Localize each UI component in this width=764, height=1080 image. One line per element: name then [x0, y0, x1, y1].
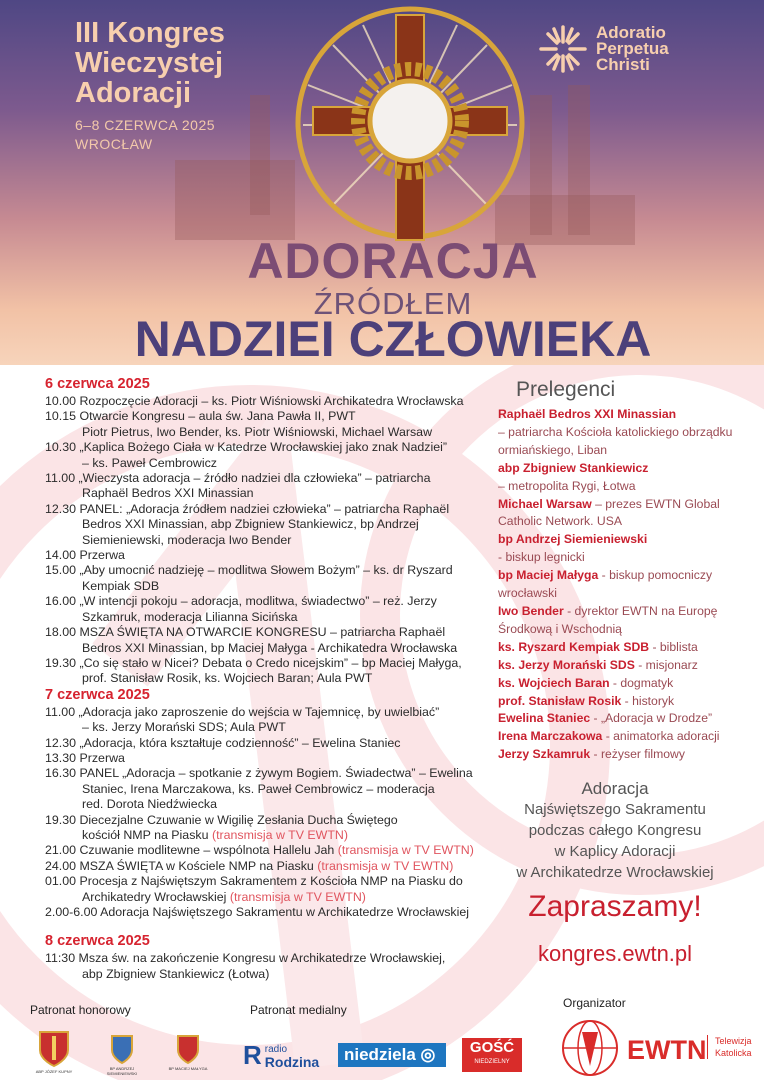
item-time: 2.00-6.00 — [45, 905, 98, 919]
main-title-line-1: ADORACJA — [247, 233, 539, 289]
item-text: „Adoracja jako zaproszenie do wejścia w Tajemnicę, by uwielbiać” — [78, 704, 440, 719]
crest-logo — [166, 1033, 210, 1071]
coat-of-arms-icon — [174, 1033, 202, 1065]
adoration-info-line: w Archikatedrze Wrocławskiej — [516, 864, 714, 881]
speaker-entry — [498, 693, 764, 711]
invitation-text: Zapraszamy! — [528, 890, 702, 923]
speaker-description: - dogmatyk — [609, 675, 674, 690]
schedule-item — [45, 843, 485, 858]
speaker-name: Ewelina Staniec — [498, 711, 591, 726]
item-text: Szkamruk, moderacja Lilianna Sicińska — [82, 609, 298, 624]
speaker-entry — [498, 728, 764, 746]
speaker-entry — [498, 406, 764, 460]
speaker-name: Raphaël Bedros XXI Minassian — [498, 407, 677, 421]
item-text: PANEL: „Adoracja źródłem nadziei człowieka” – patriarcha Raphaël — [79, 501, 450, 516]
item-time: 16.30 — [45, 766, 77, 781]
item-time: 11.00 — [45, 471, 76, 486]
speaker-entry — [498, 531, 764, 567]
item-time: 12.30 — [45, 735, 77, 750]
schedule-line — [45, 736, 485, 751]
item-text: Przerwa — [79, 548, 125, 563]
speaker-entry — [498, 496, 764, 532]
day-heading: 6 czerwca 2025 — [45, 376, 150, 392]
radio-rodzina-logo — [243, 1040, 319, 1071]
date-range: 6–8 CZERWCA 2025 — [75, 117, 216, 133]
schedule-line — [45, 828, 485, 843]
schedule-line — [45, 890, 485, 905]
speaker-entry — [498, 675, 764, 693]
item-text: PANEL „Adoracja – spotkanie z żywym Bogiem. Świadectwa” – Ewelina — [79, 766, 473, 781]
speaker-entry — [498, 746, 764, 764]
speaker-name: Michael Warsaw — [498, 496, 592, 511]
item-time: 19.30 — [45, 812, 77, 827]
item-text: „Aby umocnić nadzieję – modlitwa Słowem Bożym” – ks. dr Ryszard — [79, 563, 453, 578]
coat-of-arms-icon — [108, 1033, 136, 1065]
item-text: MSZA ŚWIĘTA w Kościele NMP na Piasku — [79, 858, 314, 873]
item-text: kościół NMP na Piasku — [82, 827, 209, 842]
schedule-item — [45, 905, 485, 920]
event-dates — [75, 116, 215, 154]
logo-text: radio — [264, 1043, 288, 1055]
schedule-item — [45, 471, 485, 502]
schedule-item — [45, 563, 485, 594]
schedule-line — [45, 486, 485, 501]
media-patronage-label: Patronat medialny — [250, 1003, 347, 1017]
crest-caption: BP MACIEJ MAŁYGA — [168, 1066, 208, 1071]
main-title-line-3: NADZIEI CZŁOWIEKA — [134, 311, 652, 365]
item-text: Siemieniewski, moderacja Iwo Bender — [82, 532, 292, 547]
schedule-item — [45, 409, 485, 440]
schedule-item — [45, 766, 485, 812]
logo-text: Rodzina — [264, 1053, 320, 1070]
congress-title-line: Wieczystej — [75, 47, 224, 79]
schedule-item — [45, 440, 485, 471]
item-text: abp Zbigniew Stankiewicz (Łotwa) — [82, 966, 270, 981]
schedule-item — [45, 751, 485, 766]
logo-text: Katolicka — [715, 1048, 752, 1058]
schedule-line — [45, 705, 485, 720]
tower-silhouette — [250, 95, 270, 215]
item-text: prof. Stanisław Rosik, ks. Wojciech Baran; Aula PWT — [82, 671, 373, 686]
schedule-line — [45, 533, 485, 548]
organizer-label: Organizator — [563, 996, 626, 1010]
logo-text: Perpetua — [596, 39, 669, 58]
speaker-name: Jerzy Szkamruk — [498, 747, 591, 762]
item-text: „Kaplica Bożego Ciała w Katedrze Wrocławskiej jako znak Nadziei” — [79, 440, 447, 455]
schedule-line — [45, 813, 485, 828]
item-text: Czuwanie modlitewne – wspólnota Hallelu Jah — [79, 843, 335, 858]
schedule-line — [45, 502, 485, 517]
logo-text: Telewizja — [715, 1036, 752, 1046]
speaker-name: ks. Jerzy Morański SDS — [498, 657, 635, 672]
schedule-line — [45, 456, 485, 471]
main-title-line-2: ŹRÓDŁEM — [313, 286, 473, 321]
logo-text: Adoratio — [596, 23, 666, 42]
speaker-description: - historyk — [621, 693, 675, 708]
speaker-description: - biblista — [649, 639, 698, 654]
sunburst-cross-icon — [538, 24, 588, 74]
item-time: 10.15 — [45, 409, 77, 424]
monstrance-icon — [293, 5, 527, 245]
speaker-entry — [498, 657, 764, 675]
schedule-line — [45, 874, 485, 889]
schedule-line — [45, 797, 485, 812]
logo-text: GOŚĆ — [469, 1039, 515, 1056]
schedule-line — [45, 751, 485, 766]
speaker-description: - biskup legnicki — [498, 550, 585, 565]
item-text: Raphaël Bedros XXI Minassian — [82, 486, 254, 501]
niedziela-logo: niedziela ◎ — [338, 1043, 446, 1067]
item-text: Bedros XXI Minassian, abp Zbigniew Stankiewicz, bp Andrzej — [82, 517, 419, 532]
item-time: 11.00 — [45, 704, 76, 719]
speaker-name: bp Maciej Małyga — [498, 568, 599, 583]
item-time: 15.00 — [45, 563, 77, 578]
schedule-item — [45, 951, 485, 982]
schedule-item — [45, 859, 485, 874]
item-text: Staniec, Irena Marczakowa, ks. Paweł Cembrowicz – moderacja — [82, 781, 435, 796]
schedule-line — [45, 641, 485, 656]
speaker-entry — [498, 710, 764, 728]
item-text: „Adoracja, która kształtuje codzienność” – Ewelina Staniec — [79, 735, 401, 750]
schedule-line — [45, 409, 485, 424]
item-text: Procesja z Najświętszym Sakramentem z Kościoła NMP na Piasku do — [79, 874, 463, 889]
coat-of-arms-icon — [34, 1028, 74, 1068]
schedule-line — [45, 843, 485, 858]
ewtn-globe-icon — [560, 1018, 620, 1078]
item-text: Otwarcie Kongresu – aula św. Jana Pawła II, PWT — [79, 409, 356, 424]
crest-caption: ABP JÓZEF KUPNY — [35, 1069, 73, 1074]
schedule-line — [45, 394, 485, 409]
speaker-name: abp Zbigniew Stankiewicz — [498, 460, 649, 475]
item-time: 13.30 — [45, 750, 77, 765]
item-text: – ks. Jerzy Morański SDS; Aula PWT — [82, 720, 286, 735]
schedule-line — [45, 594, 485, 609]
broadcast-note: (transmisja w TV EWTN) — [337, 843, 474, 858]
speaker-description: - reżyser filmowy — [590, 747, 685, 762]
item-text: Msza św. na zakończenie Kongresu w Archikatedrze Wrocławskiej, — [78, 951, 446, 966]
item-text: Bedros XXI Minassian, bp Maciej Małyga - Archikatedra Wrocławska — [82, 640, 458, 655]
schedule-item — [45, 874, 485, 905]
item-text: – ks. Paweł Cembrowicz — [82, 455, 217, 470]
schedule-line — [45, 579, 485, 594]
congress-title-line: Adoracji — [75, 77, 192, 109]
schedule-item — [45, 705, 485, 736]
adoration-info-line: podczas całego Kongresu — [528, 822, 702, 839]
speakers-heading: Prelegenci — [516, 378, 616, 401]
item-text: „Co się stało w Nicei? Debata o Credo nicejskim” – bp Maciej Małyga, — [79, 655, 462, 670]
item-time: 18.00 — [45, 625, 77, 640]
logo-text: Christi — [596, 55, 650, 74]
schedule-line — [45, 766, 485, 781]
city: WROCŁAW — [75, 136, 153, 152]
item-time: 10.30 — [45, 440, 77, 455]
item-time: 19.30 — [45, 655, 77, 670]
logo-text: niedziela — [344, 1045, 416, 1064]
item-time: 01.00 — [45, 874, 77, 889]
broadcast-note: (transmisja w TV EWTN) — [229, 889, 366, 904]
broadcast-note: (transmisja w TV EWTN) — [211, 827, 349, 842]
adoration-info — [490, 778, 740, 883]
schedule-line — [45, 548, 485, 563]
speaker-description: – metropolita Rygi, Łotwa — [498, 478, 636, 493]
item-time: 12.30 — [45, 501, 77, 516]
item-time: 24.00 — [45, 858, 77, 873]
speaker-name: Irena Marczakowa — [498, 729, 603, 744]
speaker-description: – patriarcha Kościoła katolickiego obrządku ormiańskiego, Liban — [498, 424, 733, 457]
speaker-entry — [498, 639, 764, 657]
website-link[interactable]: kongres.ewtn.pl — [537, 941, 693, 966]
speaker-entry — [498, 603, 764, 639]
ewtn-logo-text: EWTN — [627, 1035, 707, 1065]
schedule-line — [45, 905, 485, 920]
speaker-description: - misjonarz — [634, 657, 698, 672]
item-text: MSZA ŚWIĘTA NA OTWARCIE KONGRESU – patriarcha Raphaël — [79, 625, 446, 640]
item-text: „W intencji pokoju – adoracja, modlitwa, świadectwo” – reż. Jerzy — [79, 594, 437, 609]
item-text: red. Dorota Niedźwiecka — [82, 797, 217, 812]
item-time: 10.00 — [45, 394, 77, 408]
speaker-description: – prezes EWTN Global Catholic Network. USA — [498, 496, 720, 529]
schedule-line — [45, 517, 485, 532]
schedule-line — [45, 563, 485, 578]
item-text: Adoracja Najświętszego Sakramentu w Archikatedrze Wrocławskiej — [100, 905, 470, 919]
adoration-info-line: w Kaplicy Adoracji — [554, 843, 676, 860]
congress-title-line: III Kongres — [75, 17, 225, 49]
schedule-item — [45, 813, 485, 844]
cathedral-silhouette — [175, 160, 295, 240]
speaker-entry — [498, 567, 764, 603]
item-time: 11:30 — [45, 951, 76, 966]
adoration-info-line: Najświętszego Sakramentu — [524, 801, 706, 818]
schedule-line — [45, 671, 485, 686]
item-text: Piotr Pietrus, Iwo Bender, ks. Piotr Wiśniowski, Michael Warsaw — [82, 424, 433, 439]
schedule-line — [45, 625, 485, 640]
schedule-line — [45, 951, 485, 966]
gosc-niedzielny-logo — [462, 1038, 522, 1072]
schedule-line — [45, 782, 485, 797]
day-heading: 8 czerwca 2025 — [45, 933, 150, 950]
speaker-name: Iwo Bender — [498, 603, 564, 618]
schedule-item — [45, 394, 485, 409]
speaker-entry — [498, 460, 764, 496]
ewtn-subtitle — [707, 1035, 752, 1059]
item-text: Kempiak SDB — [82, 578, 160, 593]
schedule-line — [45, 656, 485, 671]
crest-logo — [30, 1028, 78, 1074]
logo-text: NIEDZIELNY — [474, 1059, 510, 1065]
schedule-item — [45, 594, 485, 625]
schedule-line — [45, 610, 485, 625]
speaker-name: bp Andrzej Siemieniewski — [498, 532, 648, 547]
item-text: Rozpoczęcie Adoracji – ks. Piotr Wiśniowski Archikatedra Wrocławska — [79, 394, 464, 408]
schedule-line — [45, 967, 485, 982]
adoration-info-line: Adoracja — [581, 779, 649, 798]
item-text: „Wieczysta adoracja – źródło nadziei dla człowieka” – patriarcha — [78, 471, 431, 486]
schedule-line — [45, 471, 485, 486]
item-time: 14.00 — [45, 548, 77, 563]
item-text: Diecezjalne Czuwanie w Wigilię Zesłania Ducha Świętego — [79, 812, 398, 827]
radio-r-icon: R — [243, 1040, 262, 1070]
schedule-item — [45, 625, 485, 656]
day-heading: 7 czerwca 2025 — [45, 686, 150, 703]
schedule-item — [45, 656, 485, 687]
speaker-description: - animatorka adoracji — [602, 729, 720, 744]
schedule-line — [45, 720, 485, 735]
schedule-item — [45, 502, 485, 548]
schedule-item — [45, 736, 485, 751]
item-time: 16.00 — [45, 594, 77, 609]
speaker-name: ks. Wojciech Baran — [498, 675, 610, 690]
speaker-description: - biskup pomocniczy wrocławski — [498, 568, 713, 601]
adoratio-perpetua-christi-logo — [538, 24, 669, 74]
schedule-line — [45, 425, 485, 440]
hero-banner — [0, 0, 764, 365]
item-text: Przerwa — [79, 750, 125, 765]
congress-title — [75, 18, 225, 108]
item-time: 21.00 — [45, 843, 77, 858]
program-schedule — [45, 376, 485, 982]
speaker-name: ks. Ryszard Kempiak SDB — [498, 639, 650, 654]
schedule-item — [45, 548, 485, 563]
schedule-line — [45, 859, 485, 874]
speaker-name: prof. Stanisław Rosik — [498, 693, 622, 708]
crest-caption: BP ANDRZEJ SIEMIENIEWSKI — [106, 1066, 138, 1076]
speaker-description: - „Adoracja w Drodze” — [590, 711, 713, 726]
item-text: Archikatedry Wrocławskiej — [82, 889, 227, 904]
speakers-list — [498, 376, 764, 764]
broadcast-note: (transmisja w TV EWTN) — [317, 858, 454, 873]
crest-logo — [100, 1033, 144, 1076]
speaker-description: - dyrektor EWTN na Europę Środkową i Wschodnią — [498, 603, 718, 636]
schedule-line — [45, 440, 485, 455]
honorary-patronage-label: Patronat honorowy — [30, 1003, 131, 1017]
